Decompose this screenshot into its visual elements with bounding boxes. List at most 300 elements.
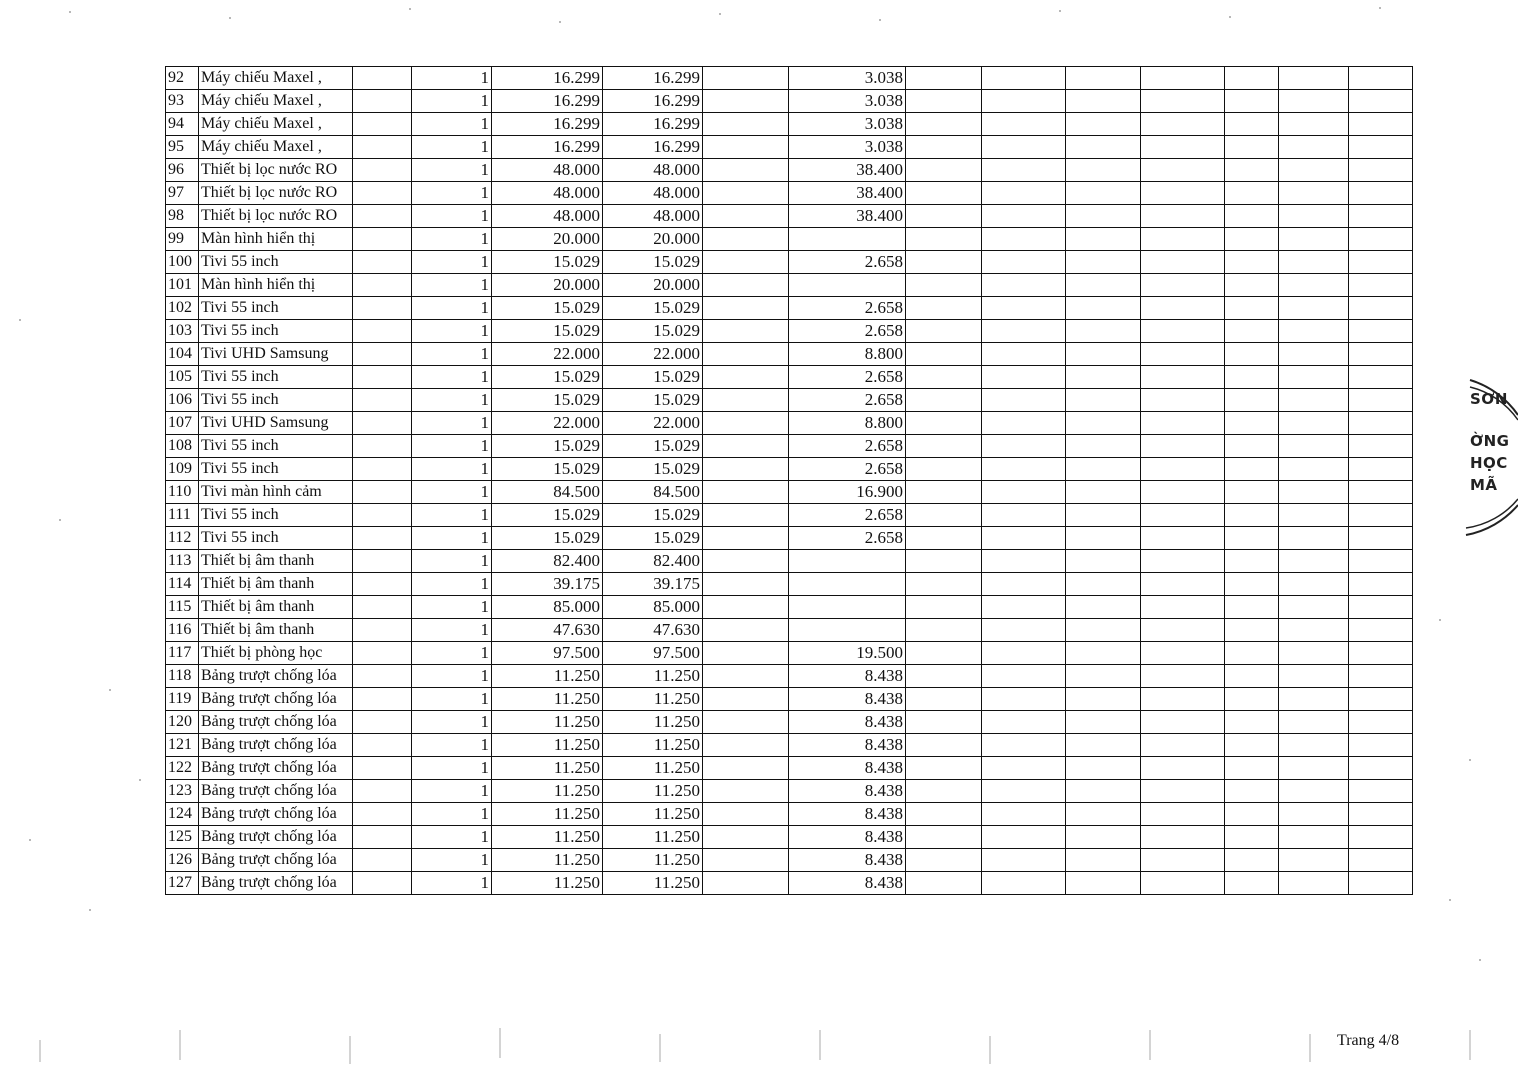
blank-cell [1349, 90, 1413, 113]
value-cell-3: 2.658 [789, 504, 906, 527]
blank-cell [906, 205, 982, 228]
quantity-cell: 1 [412, 504, 492, 527]
value-cell-1: 48.000 [492, 159, 603, 182]
table-row [166, 596, 1413, 619]
blank-cell [703, 711, 789, 734]
blank-cell [703, 872, 789, 895]
blank-cell [1349, 389, 1413, 412]
blank-cell [1225, 872, 1279, 895]
blank-cell [1141, 320, 1225, 343]
quantity-cell: 1 [412, 596, 492, 619]
blank-cell [906, 136, 982, 159]
blank-cell [906, 550, 982, 573]
value-cell-1: 48.000 [492, 205, 603, 228]
value-cell-3: 8.800 [789, 343, 906, 366]
blank-cell [1141, 274, 1225, 297]
value-cell-1: 85.000 [492, 596, 603, 619]
blank-cell [906, 527, 982, 550]
blank-cell [1225, 343, 1279, 366]
blank-cell [1141, 67, 1225, 90]
blank-cell [906, 573, 982, 596]
table-row [166, 251, 1413, 274]
item-name-cell: Tivi 55 inch [199, 527, 353, 550]
value-cell-2: 15.029 [603, 389, 703, 412]
table-row [166, 343, 1413, 366]
blank-cell [1066, 182, 1141, 205]
value-cell-2: 11.250 [603, 826, 703, 849]
value-cell-2: 15.029 [603, 320, 703, 343]
blank-cell [1141, 159, 1225, 182]
item-name-cell: Tivi 55 inch [199, 251, 353, 274]
value-cell-3: 8.800 [789, 412, 906, 435]
row-number-cell: 113 [166, 550, 199, 573]
blank-cell [353, 849, 412, 872]
item-name-cell: Thiết bị lọc nước RO [199, 159, 353, 182]
value-cell-2: 15.029 [603, 458, 703, 481]
blank-cell [982, 90, 1066, 113]
blank-cell [1225, 412, 1279, 435]
blank-cell [1225, 67, 1279, 90]
value-cell-1: 97.500 [492, 642, 603, 665]
table-row [166, 619, 1413, 642]
blank-cell [1349, 849, 1413, 872]
row-number-cell: 96 [166, 159, 199, 182]
blank-cell [1279, 412, 1349, 435]
blank-cell [1141, 550, 1225, 573]
row-number-cell: 93 [166, 90, 199, 113]
value-cell-3: 2.658 [789, 251, 906, 274]
blank-cell [353, 688, 412, 711]
blank-cell [1279, 182, 1349, 205]
blank-cell [1225, 389, 1279, 412]
blank-cell [1279, 228, 1349, 251]
row-number-cell: 104 [166, 343, 199, 366]
row-number-cell: 105 [166, 366, 199, 389]
row-number-cell: 98 [166, 205, 199, 228]
value-cell-2: 20.000 [603, 228, 703, 251]
blank-cell [1349, 550, 1413, 573]
quantity-cell: 1 [412, 688, 492, 711]
item-name-cell: Bảng trượt chống lóa [199, 711, 353, 734]
blank-cell [1225, 228, 1279, 251]
blank-cell [1349, 205, 1413, 228]
blank-cell [1066, 872, 1141, 895]
blank-cell [982, 274, 1066, 297]
row-number-cell: 121 [166, 734, 199, 757]
blank-cell [1349, 435, 1413, 458]
value-cell-3: 2.658 [789, 435, 906, 458]
quantity-cell: 1 [412, 159, 492, 182]
blank-cell [703, 826, 789, 849]
blank-cell [1279, 688, 1349, 711]
blank-cell [1349, 297, 1413, 320]
blank-cell [353, 90, 412, 113]
item-name-cell: Tivi 55 inch [199, 320, 353, 343]
blank-cell [1349, 665, 1413, 688]
row-number-cell: 101 [166, 274, 199, 297]
value-cell-3: 8.438 [789, 872, 906, 895]
blank-cell [906, 90, 982, 113]
blank-cell [1141, 803, 1225, 826]
blank-cell [1141, 343, 1225, 366]
blank-cell [353, 711, 412, 734]
quantity-cell: 1 [412, 826, 492, 849]
value-cell-3: 3.038 [789, 90, 906, 113]
value-cell-1: 39.175 [492, 573, 603, 596]
blank-cell [906, 274, 982, 297]
blank-cell [982, 366, 1066, 389]
blank-cell [1066, 274, 1141, 297]
blank-cell [1066, 228, 1141, 251]
value-cell-3: 38.400 [789, 205, 906, 228]
quantity-cell: 1 [412, 803, 492, 826]
value-cell-2: 11.250 [603, 849, 703, 872]
quantity-cell: 1 [412, 780, 492, 803]
value-cell-1: 11.250 [492, 872, 603, 895]
blank-cell [1066, 573, 1141, 596]
item-name-cell: Máy chiếu Maxel , [199, 136, 353, 159]
blank-cell [1066, 642, 1141, 665]
blank-cell [1141, 205, 1225, 228]
blank-cell [353, 550, 412, 573]
blank-cell [1225, 366, 1279, 389]
blank-cell [982, 573, 1066, 596]
row-number-cell: 114 [166, 573, 199, 596]
table-row [166, 826, 1413, 849]
row-number-cell: 123 [166, 780, 199, 803]
blank-cell [1279, 205, 1349, 228]
value-cell-3: 2.658 [789, 458, 906, 481]
blank-cell [1349, 872, 1413, 895]
table-row [166, 320, 1413, 343]
value-cell-3: 8.438 [789, 711, 906, 734]
quantity-cell: 1 [412, 711, 492, 734]
table-row [166, 780, 1413, 803]
blank-cell [703, 435, 789, 458]
blank-cell [353, 389, 412, 412]
blank-cell [1225, 136, 1279, 159]
blank-cell [906, 366, 982, 389]
value-cell-3: 8.438 [789, 757, 906, 780]
table-row [166, 159, 1413, 182]
blank-cell [1066, 412, 1141, 435]
row-number-cell: 102 [166, 297, 199, 320]
value-cell-2: 11.250 [603, 872, 703, 895]
blank-cell [1066, 251, 1141, 274]
blank-cell [1349, 113, 1413, 136]
blank-cell [1141, 504, 1225, 527]
blank-cell [1279, 159, 1349, 182]
blank-cell [906, 596, 982, 619]
blank-cell [1225, 527, 1279, 550]
blank-cell [1066, 849, 1141, 872]
value-cell-2: 16.299 [603, 90, 703, 113]
blank-cell [703, 757, 789, 780]
blank-cell [703, 619, 789, 642]
value-cell-3 [789, 228, 906, 251]
blank-cell [906, 642, 982, 665]
value-cell-1: 16.299 [492, 90, 603, 113]
value-cell-1: 22.000 [492, 343, 603, 366]
value-cell-3: 8.438 [789, 734, 906, 757]
blank-cell [1225, 757, 1279, 780]
blank-cell [1225, 90, 1279, 113]
blank-cell [1225, 642, 1279, 665]
blank-cell [1141, 228, 1225, 251]
row-number-cell: 115 [166, 596, 199, 619]
value-cell-2: 15.029 [603, 366, 703, 389]
blank-cell [906, 228, 982, 251]
blank-cell [703, 67, 789, 90]
blank-cell [353, 458, 412, 481]
quantity-cell: 1 [412, 412, 492, 435]
quantity-cell: 1 [412, 274, 492, 297]
blank-cell [1279, 711, 1349, 734]
blank-cell [1279, 826, 1349, 849]
blank-cell [1225, 711, 1279, 734]
blank-cell [353, 205, 412, 228]
blank-cell [353, 573, 412, 596]
row-number-cell: 100 [166, 251, 199, 274]
value-cell-3: 19.500 [789, 642, 906, 665]
blank-cell [1141, 665, 1225, 688]
quantity-cell: 1 [412, 389, 492, 412]
blank-cell [1225, 619, 1279, 642]
table-row [166, 642, 1413, 665]
blank-cell [906, 872, 982, 895]
item-name-cell: Bảng trượt chống lóa [199, 826, 353, 849]
row-number-cell: 97 [166, 182, 199, 205]
quantity-cell: 1 [412, 182, 492, 205]
blank-cell [1225, 504, 1279, 527]
blank-cell [906, 320, 982, 343]
blank-cell [1141, 711, 1225, 734]
quantity-cell: 1 [412, 734, 492, 757]
blank-cell [703, 481, 789, 504]
table-row [166, 274, 1413, 297]
item-name-cell: Máy chiếu Maxel , [199, 67, 353, 90]
blank-cell [353, 412, 412, 435]
blank-cell [1225, 297, 1279, 320]
blank-cell [1066, 320, 1141, 343]
blank-cell [1141, 688, 1225, 711]
blank-cell [1066, 688, 1141, 711]
blank-cell [703, 113, 789, 136]
table-row [166, 182, 1413, 205]
blank-cell [703, 780, 789, 803]
stamp-text-4: MÃ [1470, 476, 1498, 494]
blank-cell [982, 619, 1066, 642]
quantity-cell: 1 [412, 757, 492, 780]
blank-cell [703, 320, 789, 343]
table-row [166, 205, 1413, 228]
blank-cell [1225, 458, 1279, 481]
blank-cell [1141, 366, 1225, 389]
blank-cell [703, 642, 789, 665]
blank-cell [353, 366, 412, 389]
blank-cell [1066, 67, 1141, 90]
value-cell-2: 97.500 [603, 642, 703, 665]
blank-cell [1141, 573, 1225, 596]
blank-cell [982, 803, 1066, 826]
value-cell-2: 15.029 [603, 297, 703, 320]
blank-cell [1349, 136, 1413, 159]
quantity-cell: 1 [412, 872, 492, 895]
blank-cell [1349, 274, 1413, 297]
blank-cell [703, 573, 789, 596]
table-row [166, 734, 1413, 757]
blank-cell [1066, 803, 1141, 826]
value-cell-2: 85.000 [603, 596, 703, 619]
row-number-cell: 94 [166, 113, 199, 136]
quantity-cell: 1 [412, 481, 492, 504]
page-number: Trang 4/8 [1337, 1032, 1400, 1049]
value-cell-3: 3.038 [789, 136, 906, 159]
blank-cell [1141, 90, 1225, 113]
blank-cell [1066, 297, 1141, 320]
table-row [166, 228, 1413, 251]
table-row [166, 366, 1413, 389]
blank-cell [1225, 159, 1279, 182]
item-name-cell: Thiết bị âm thanh [199, 573, 353, 596]
blank-cell [982, 550, 1066, 573]
value-cell-3: 2.658 [789, 297, 906, 320]
table-row [166, 803, 1413, 826]
quantity-cell: 1 [412, 136, 492, 159]
value-cell-3: 8.438 [789, 780, 906, 803]
blank-cell [703, 458, 789, 481]
item-name-cell: Thiết bị âm thanh [199, 619, 353, 642]
blank-cell [1066, 780, 1141, 803]
blank-cell [906, 803, 982, 826]
blank-cell [906, 665, 982, 688]
blank-cell [1066, 757, 1141, 780]
blank-cell [703, 688, 789, 711]
blank-cell [353, 274, 412, 297]
blank-cell [906, 619, 982, 642]
blank-cell [353, 872, 412, 895]
blank-cell [1141, 527, 1225, 550]
row-number-cell: 107 [166, 412, 199, 435]
blank-cell [353, 757, 412, 780]
item-name-cell: Tivi 55 inch [199, 366, 353, 389]
value-cell-1: 16.299 [492, 136, 603, 159]
blank-cell [1349, 182, 1413, 205]
value-cell-3 [789, 596, 906, 619]
blank-cell [982, 849, 1066, 872]
blank-cell [1279, 90, 1349, 113]
blank-cell [982, 527, 1066, 550]
blank-cell [1225, 182, 1279, 205]
value-cell-1: 16.299 [492, 113, 603, 136]
row-number-cell: 111 [166, 504, 199, 527]
blank-cell [1066, 619, 1141, 642]
blank-cell [1279, 389, 1349, 412]
blank-cell [1279, 734, 1349, 757]
blank-cell [1225, 481, 1279, 504]
blank-cell [703, 734, 789, 757]
row-number-cell: 108 [166, 435, 199, 458]
table-row [166, 113, 1413, 136]
blank-cell [982, 182, 1066, 205]
table-row [166, 458, 1413, 481]
value-cell-2: 39.175 [603, 573, 703, 596]
value-cell-3: 3.038 [789, 113, 906, 136]
blank-cell [703, 550, 789, 573]
blank-cell [906, 780, 982, 803]
value-cell-1: 11.250 [492, 734, 603, 757]
blank-cell [353, 228, 412, 251]
blank-cell [353, 67, 412, 90]
blank-cell [703, 251, 789, 274]
blank-cell [982, 343, 1066, 366]
value-cell-2: 15.029 [603, 435, 703, 458]
table-row [166, 711, 1413, 734]
blank-cell [1141, 412, 1225, 435]
item-name-cell: Bảng trượt chống lóa [199, 849, 353, 872]
table-row [166, 412, 1413, 435]
blank-cell [1225, 596, 1279, 619]
blank-cell [1225, 780, 1279, 803]
blank-cell [353, 619, 412, 642]
blank-cell [703, 182, 789, 205]
blank-cell [1225, 849, 1279, 872]
item-name-cell: Thiết bị âm thanh [199, 550, 353, 573]
blank-cell [1279, 619, 1349, 642]
blank-cell [1279, 458, 1349, 481]
quantity-cell: 1 [412, 642, 492, 665]
blank-cell [982, 688, 1066, 711]
quantity-cell: 1 [412, 527, 492, 550]
blank-cell [703, 803, 789, 826]
blank-cell [1141, 849, 1225, 872]
table-row [166, 688, 1413, 711]
blank-cell [1349, 481, 1413, 504]
blank-cell [353, 527, 412, 550]
blank-cell [982, 872, 1066, 895]
blank-cell [1225, 320, 1279, 343]
blank-cell [982, 251, 1066, 274]
blank-cell [1349, 159, 1413, 182]
table-row [166, 435, 1413, 458]
blank-cell [1279, 550, 1349, 573]
value-cell-2: 15.029 [603, 251, 703, 274]
table-row [166, 665, 1413, 688]
blank-cell [906, 113, 982, 136]
blank-cell [1225, 573, 1279, 596]
row-number-cell: 122 [166, 757, 199, 780]
value-cell-3 [789, 619, 906, 642]
blank-cell [1141, 481, 1225, 504]
blank-cell [1141, 757, 1225, 780]
blank-cell [1066, 205, 1141, 228]
blank-cell [1279, 504, 1349, 527]
value-cell-2: 48.000 [603, 205, 703, 228]
value-cell-1: 11.250 [492, 849, 603, 872]
value-cell-1: 15.029 [492, 297, 603, 320]
blank-cell [1349, 734, 1413, 757]
value-cell-1: 22.000 [492, 412, 603, 435]
blank-cell [1349, 803, 1413, 826]
equipment-table-body [166, 67, 1413, 895]
blank-cell [1225, 734, 1279, 757]
blank-cell [982, 642, 1066, 665]
blank-cell [906, 757, 982, 780]
quantity-cell: 1 [412, 665, 492, 688]
blank-cell [1349, 504, 1413, 527]
row-number-cell: 92 [166, 67, 199, 90]
blank-cell [1066, 481, 1141, 504]
